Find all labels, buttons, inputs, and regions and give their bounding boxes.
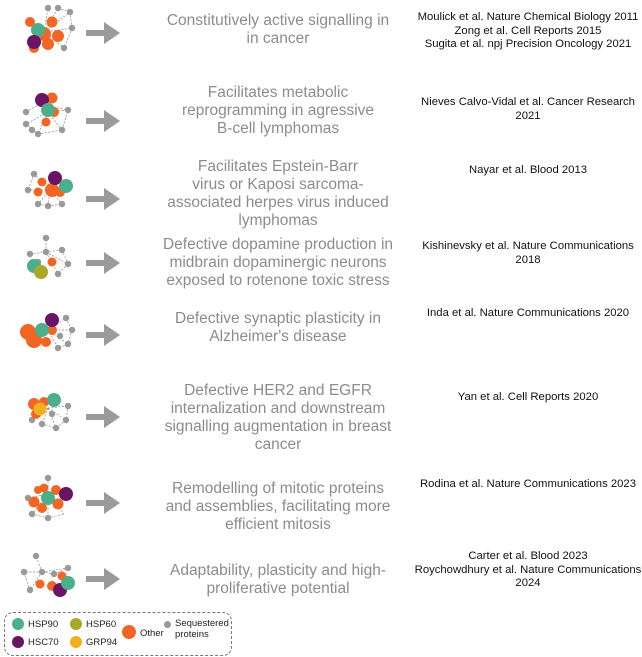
legend-sequestered-line: proteins bbox=[175, 629, 209, 640]
legend-hsp60-swatch bbox=[70, 618, 82, 630]
arrow-icon bbox=[86, 568, 120, 590]
sequestered-node bbox=[27, 587, 33, 593]
sequestered-node bbox=[45, 515, 51, 521]
description-4 bbox=[128, 236, 428, 290]
legend-hsp60-label: HSP60 bbox=[86, 619, 117, 630]
sequestered-node bbox=[55, 345, 61, 351]
sequestered-node bbox=[45, 5, 51, 11]
hsc70-node bbox=[45, 313, 59, 327]
reference-line: Inda et al. Nature Communications 2020 bbox=[426, 307, 630, 319]
description-8 bbox=[128, 562, 428, 598]
sequestered-node bbox=[45, 475, 51, 481]
sequestered-node bbox=[65, 565, 71, 571]
legend-hsp90-swatch bbox=[12, 618, 24, 630]
other-node bbox=[48, 258, 57, 267]
legend-hsp90-label: HSP90 bbox=[28, 619, 59, 630]
reference-line: Sugita et al. npj Precision Oncology 2021 bbox=[424, 38, 632, 50]
references-4 bbox=[412, 240, 642, 267]
legend-other-swatch bbox=[122, 625, 136, 639]
grp94-node bbox=[34, 403, 47, 416]
sequestered-node bbox=[55, 5, 61, 11]
sequestered-node bbox=[33, 553, 39, 559]
arrow-icon bbox=[86, 406, 120, 428]
references-6 bbox=[412, 391, 642, 405]
sequestered-node bbox=[67, 9, 73, 15]
reference-line: Yan et al. Cell Reports 2020 bbox=[457, 391, 599, 403]
arrow-icon bbox=[86, 188, 120, 210]
arrow-icon bbox=[86, 324, 120, 346]
legend-grp94-swatch bbox=[70, 636, 82, 648]
sequestered-node bbox=[63, 417, 69, 423]
legend-sequestered-swatch bbox=[164, 621, 171, 628]
sequestered-node bbox=[23, 109, 29, 115]
sequestered-node bbox=[43, 235, 49, 241]
other-node bbox=[42, 118, 51, 127]
sequestered-node bbox=[39, 421, 45, 427]
reference-line: Moulick et al. Nature Chemical Biology 2011 bbox=[417, 11, 639, 23]
other-node bbox=[47, 17, 58, 28]
description-2 bbox=[128, 84, 428, 138]
sequestered-node bbox=[69, 25, 75, 31]
hsc70-node bbox=[59, 487, 73, 501]
network-icon-1 bbox=[8, 0, 84, 76]
description-line: Facilitates Epstein-Barr bbox=[197, 158, 359, 175]
references-8 bbox=[412, 550, 642, 591]
description-line: Defective dopamine production in bbox=[162, 236, 394, 253]
network-icon-6 bbox=[8, 376, 84, 452]
sequestered-node bbox=[59, 247, 65, 253]
legend-sequestered-line: Sequestered bbox=[175, 618, 229, 629]
references-5 bbox=[412, 307, 642, 321]
reference-line: Nieves Calvo-Vidal et al. Cancer Research 2021 bbox=[421, 96, 635, 122]
sequestered-node bbox=[55, 271, 61, 277]
legend-grp94-label: GRP94 bbox=[86, 637, 118, 648]
sequestered-node bbox=[43, 249, 49, 255]
sequestered-node bbox=[31, 171, 37, 177]
network-icon-2 bbox=[8, 82, 84, 158]
sequestered-node bbox=[35, 201, 41, 207]
hsc70-node bbox=[27, 35, 41, 49]
description-line: Constitutively active signalling in bbox=[166, 12, 390, 29]
sequestered-node bbox=[29, 127, 35, 133]
sequestered-node bbox=[25, 187, 31, 193]
description-line: Facilitates metabolic bbox=[207, 84, 349, 101]
sequestered-node bbox=[57, 333, 63, 339]
reference-line: Rodina et al. Nature Communications 2023 bbox=[419, 478, 636, 490]
description-line: midbrain dopaminergic neurons bbox=[169, 254, 387, 271]
network-icon-4 bbox=[8, 228, 84, 304]
description-line: Defective synaptic plasticity in bbox=[175, 310, 381, 327]
hsp90-node bbox=[35, 323, 49, 337]
arrow-icon bbox=[86, 252, 120, 274]
description-7 bbox=[128, 480, 428, 534]
sequestered-node bbox=[65, 107, 71, 113]
description-line: lymphomas bbox=[238, 212, 318, 229]
sequestered-node bbox=[51, 571, 57, 577]
hsp90-node bbox=[61, 576, 75, 590]
arrow-icon bbox=[86, 110, 120, 132]
description-line: signalling augmentation in breast bbox=[164, 418, 392, 435]
other-node bbox=[38, 178, 47, 187]
hsp90-node bbox=[41, 491, 55, 505]
sequestered-node bbox=[53, 425, 59, 431]
sequestered-node bbox=[27, 251, 33, 257]
description-3 bbox=[128, 158, 428, 230]
description-line: B-cell lymphomas bbox=[216, 120, 340, 137]
sequestered-node bbox=[59, 127, 65, 133]
hsp60-node bbox=[34, 265, 48, 279]
sequestered-node bbox=[49, 411, 55, 417]
hsp90-node bbox=[59, 179, 73, 193]
sequestered-node bbox=[29, 511, 35, 517]
description-line: virus or Kaposi sarcoma- bbox=[192, 176, 364, 193]
arrow-icon bbox=[86, 22, 120, 44]
references-2 bbox=[412, 96, 642, 123]
description-line: reprogramming in agressive bbox=[181, 102, 375, 119]
sequestered-node bbox=[21, 569, 27, 575]
sequestered-node bbox=[65, 341, 71, 347]
description-line: internalization and downstream bbox=[170, 400, 386, 417]
network-icon-7 bbox=[8, 468, 84, 544]
description-line: and assemblies, facilitating more bbox=[165, 498, 391, 515]
network-icon-3 bbox=[8, 162, 84, 238]
reference-line: Roychowdhury et al. Nature Communications bbox=[414, 563, 642, 576]
sequestered-node bbox=[39, 569, 45, 575]
description-line: Remodelling of mitotic proteins bbox=[172, 480, 384, 497]
description-line: Defective HER2 and EGFR bbox=[184, 382, 372, 399]
sequestered-node bbox=[63, 315, 69, 321]
sequestered-node bbox=[59, 201, 65, 207]
hsp90-node bbox=[41, 103, 55, 117]
sequestered-node bbox=[65, 261, 71, 267]
description-line: exposed to rotenone toxic stress bbox=[166, 272, 390, 289]
sequestered-node bbox=[35, 131, 41, 137]
description-line: Alzheimer's disease bbox=[209, 328, 347, 345]
description-line: proliferative potential bbox=[206, 580, 350, 597]
description-1 bbox=[128, 12, 428, 48]
description-6 bbox=[128, 382, 428, 454]
arrow-icon bbox=[86, 492, 120, 514]
other-node bbox=[52, 30, 64, 42]
reference-line: Nayar et al. Blood 2013 bbox=[468, 164, 588, 176]
hsp90-node bbox=[31, 23, 45, 37]
references-7 bbox=[412, 478, 642, 492]
other-node bbox=[34, 188, 43, 197]
network-icon-5 bbox=[8, 300, 84, 376]
other-node bbox=[41, 337, 51, 347]
sequestered-node bbox=[23, 121, 29, 127]
description-line: cancer bbox=[254, 436, 302, 453]
description-5 bbox=[128, 310, 428, 346]
reference-line: 2024 bbox=[515, 577, 541, 589]
references-1 bbox=[412, 11, 642, 52]
reference-line: Kishinevsky et al. Nature Communications 2018 bbox=[422, 240, 634, 266]
other-node bbox=[36, 580, 45, 589]
description-line: associated herpes virus induced bbox=[167, 194, 389, 211]
reference-line: Carter et al. Blood 2023 bbox=[468, 550, 588, 562]
legend bbox=[4, 612, 232, 656]
sequestered-node bbox=[61, 45, 67, 51]
legend-sequestered-label bbox=[175, 618, 229, 640]
sequestered-node bbox=[69, 327, 75, 333]
description-line: in cancer bbox=[246, 30, 310, 47]
description-line: Adaptability, plasticity and high- bbox=[170, 562, 386, 579]
network-icon-8 bbox=[8, 546, 84, 622]
legend-other-label: Other bbox=[140, 628, 164, 639]
description-line: efficient mitosis bbox=[225, 516, 331, 533]
legend-hsc70-label: HSC70 bbox=[28, 637, 59, 648]
hsp90-node bbox=[47, 393, 61, 407]
sequestered-node bbox=[45, 203, 51, 209]
legend-hsc70-swatch bbox=[12, 636, 24, 648]
reference-line: Zong et al. Cell Reports 2015 bbox=[454, 24, 602, 37]
references-3 bbox=[412, 164, 642, 178]
sequestered-node bbox=[65, 403, 71, 409]
